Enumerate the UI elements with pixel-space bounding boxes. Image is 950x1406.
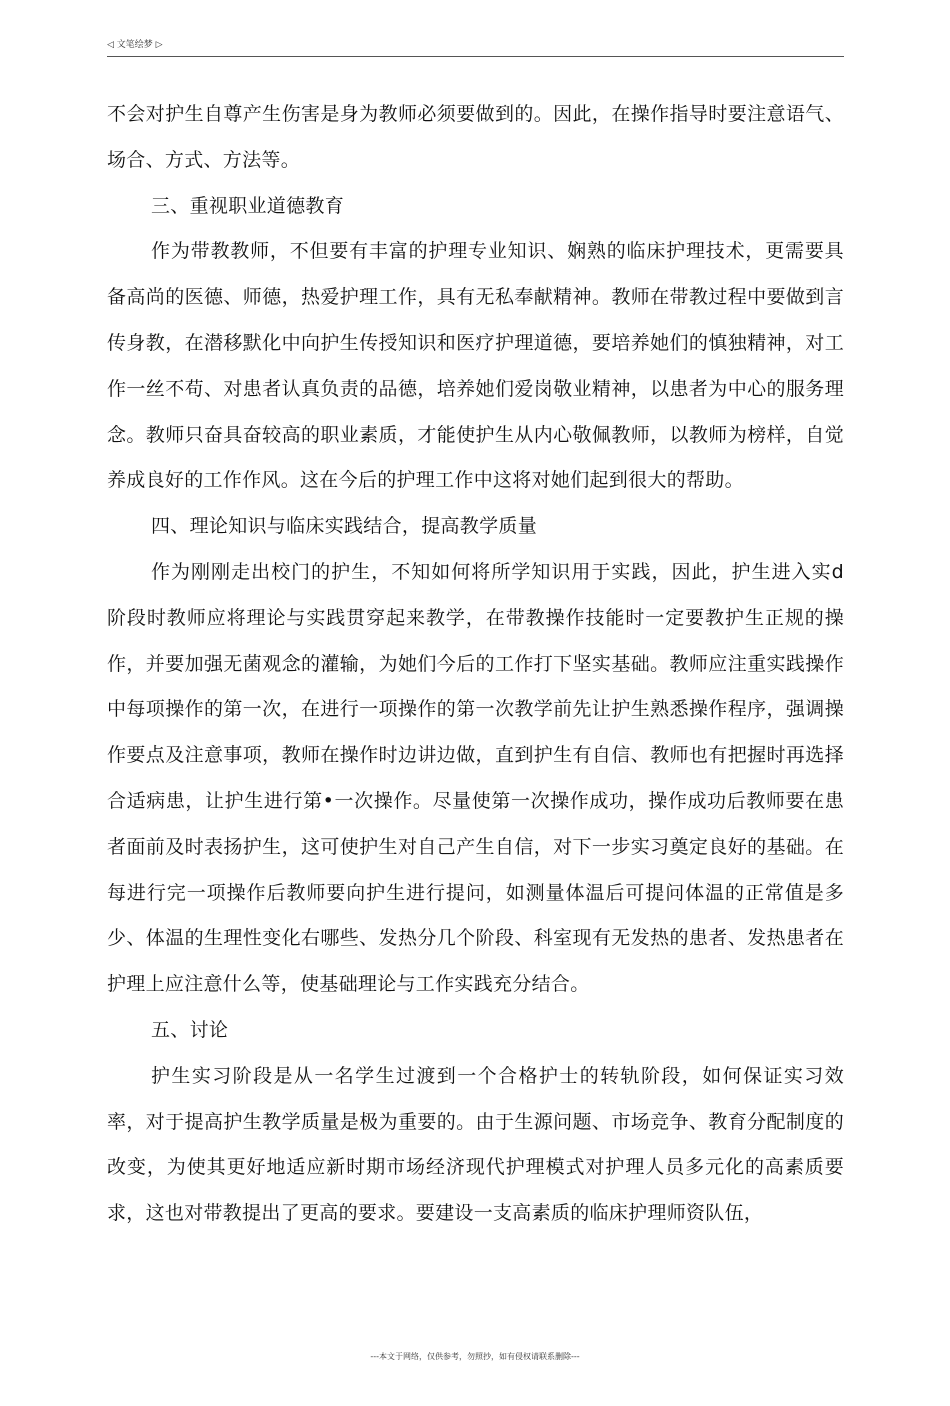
paragraph-continued: 不会对护生自尊产生伤害是身为教师必须要做到的。因此，在操作指导时要注意语气、场合、方式、方法等。 bbox=[107, 103, 844, 171]
document-body bbox=[107, 92, 844, 1237]
paragraph-ethics: 作为带教教师，不但要有丰富的护理专业知识、娴熟的临床护理技术，更需要具备高尚的医德、师德，热爱护理工作，具有无私奉献精神。教师在带教过程中要做到言传身教，在潜移默化中向护生传授知识和医疗护理道德，要培养她们的慎独精神，对工作一丝不苟、对患者认真负责的品德，培养她们爱岗敬业精神，以患者为中心的服务理念。教师只奋具奋较高的职业素质，才能使护生从内心敬佩教师，以教师为榜样，自觉养成良好的工作作风。这在今后的护理工作中这将对她们起到很大的帮助。 bbox=[107, 240, 844, 492]
section-heading-3: 三、重视职业道德教育 bbox=[151, 194, 345, 217]
page-footer-disclaimer: ---本文于网络，仅供参考，勿照抄，如有侵权请联系删除--- bbox=[370, 1352, 580, 1361]
header-brand-text: ◁ 文笔绘梦 ▷ bbox=[107, 40, 163, 50]
section-heading-4: 四、理论知识与临床实践结合，提高教学质量 bbox=[151, 515, 538, 538]
paragraph-theory-practice: 作为刚刚走出校门的护生，不知如何将所学知识用于实践，因此，护生进入实d 阶段时教师应将理论与实践贯穿起来教学，在带教操作技能时一定要教护生正规的操作，并要加强无菌观念的灌输，为她们今后的工作打下坚实基础。教师应注重实践操作中每项操作的第一次，在进行一项操作的第一次教学前先让护生熟悉操作程序，强调操作要点及注意事项，教师在操作时边讲边做，直到护生有自信、教师也有把握时再选择合适病患，让护生进行第•一次操作。尽量使第一次操作成功，操作成功后教师要在患者面前及时表扬护生，这可使护生对自己产生自信，对下一步实习奠定良好的基础。在每进行完一项操作后教师要向护生进行提问，如测量体温后可提问体温的正常值是多少、体温的生理性变化右哪些、发热分几个阶段、科室现有无发热的患者、发热患者在护理上应注意什么等，使基础理论与工作实践充分结合。 bbox=[107, 560, 844, 996]
page-header bbox=[107, 38, 844, 57]
section-heading-5: 五、讨论 bbox=[151, 1018, 229, 1041]
paragraph-discussion: 护生实习阶段是从一名学生过渡到一个合格护士的转轨阶段，如何保证实习效率，对于提高护生教学质量是极为重要的。由于生源问题、市场竞争、教育分配制度的改变，为使其更好地适应新时期市场经济现代护理模式对护理人员多元化的高素质要求，这也对带教提出了更高的要求。要建设一支高素质的临床护理师资队伍， bbox=[107, 1064, 844, 1225]
